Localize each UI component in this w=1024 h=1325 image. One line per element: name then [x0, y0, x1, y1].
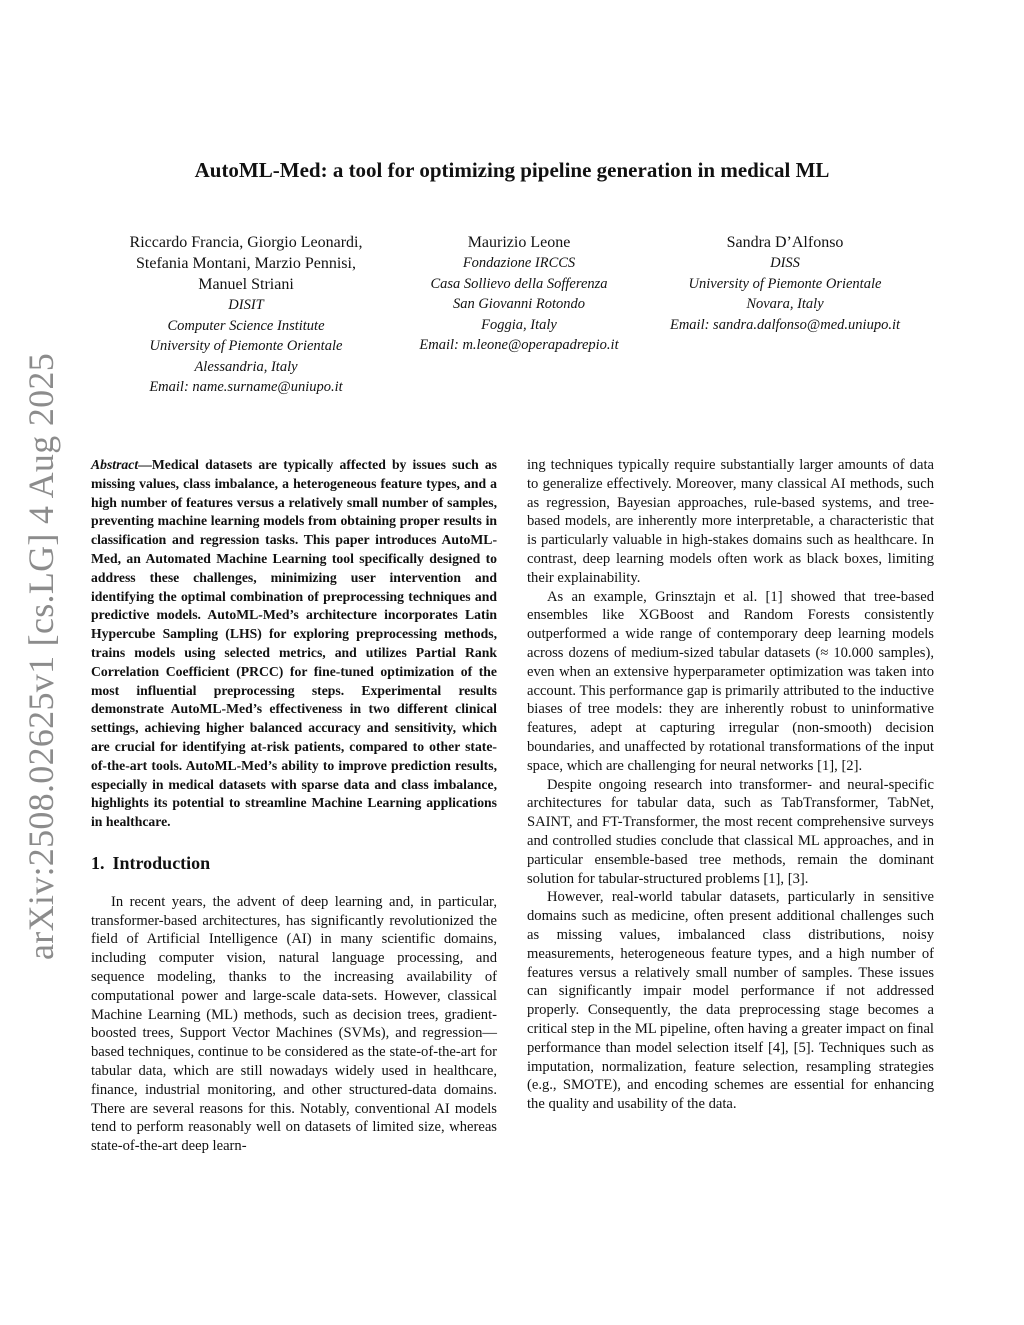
section-title: Introduction — [112, 852, 211, 873]
paper-title: AutoML-Med: a tool for optimizing pipeline generation in medical ML — [194, 158, 830, 182]
affiliation-line: Casa Sollievo della Sofferenza — [430, 275, 608, 292]
abstract — [91, 456, 497, 832]
affiliation-line: DISIT — [228, 297, 264, 313]
author-names: Riccardo Francia, Giorgio Leonardi, — [129, 234, 363, 251]
author-names: Manuel Striani — [198, 276, 294, 293]
affiliation-line: San Giovanni Rotondo — [452, 296, 586, 312]
affiliation-line: Computer Science Institute — [167, 317, 325, 334]
author-email: Email: m.leone@operapadrepio.it — [419, 337, 619, 353]
section-number: 1. — [91, 852, 105, 873]
author-block-1 — [90, 232, 402, 398]
body-paragraph: Despite ongoing research into transformer- and neural-specific architectures for tabular data, such as TabTransformer, TabNet, SAINT, and FT-Transformer, the most recent comprehensive surveys and controlled studies conclude that classical ML approaches, and in particular ensemble-based tree methods, remain the dominant solution for tabular-structured problems [1], [3]. — [527, 776, 934, 887]
abstract-label: Abstract — [91, 457, 139, 472]
arxiv-identifier: arXiv:2508.02625v1 [cs.LG] 4 Aug 2025 — [21, 352, 61, 960]
section-heading — [91, 854, 497, 873]
body-paragraph: However, real-world tabular datasets, particularly in sensitive domains such as medicine, often present additional challenges such as missing values, imbalanced class distributions, noisy measurements, heterogeneous feature types, and a high number of features versus a relatively small number of samples. These issues can significantly impair model performance if not addressed properly. Consequently, the data preprocessing stage becomes a critical step in the ML pipeline, often having a greater impact on final performance than model selection itself [4], [5]. Techniques such as imputation, normalization, feature selection, resampling strategies (e.g., SMOTE), and encoding schemes are essential for enhancing the quality and usability of the data. — [527, 889, 934, 1113]
abstract-text: —Medical datasets are typically affected by issues such as missing values, class imbalance, a heterogeneous feature types, and a high number of features versus a relatively small number of samples, preventing machine learning models from obtaining proper results in classification and regression tasks. This paper introduces AutoML-Med, an Automated Machine Learning tool specifically designed to address these challenges, minimizing user intervention and identifying the optimal combination of preprocessing techniques and predictive models. AutoML-Med’s architecture incorporates Latin Hypercube Sampling (LHS) for exploring preprocessing methods, trains models using selected metrics, and utilizes Partial Rank Correlation Coefficient (PRCC) for fine-tuned optimization of the most influential preprocessing steps. Experimental results demonstrate AutoML-Med’s effectiveness in two different clinical settings, achieving higher balanced accuracy and sensitivity, which are crucial for identifying at-risk patients, compared to other state-of-the-art tools. AutoML-Med’s ability to improve prediction results, especially in medical datasets with sparse data and class imbalance, highlights its potential to streamline Machine Learning applications in healthcare. — [91, 457, 497, 830]
intro-paragraph: In recent years, the advent of deep learning and, in particular, transformer-based architectures, has significantly revolutionized the field of Artificial Intelligence (AI) in many scientific domains, including computer vision, natural language processing, and sequence modeling, thanks to the increasing availability of computational power and large-scale data-sets. However, classical Machine Learning (ML) methods, such as decision trees, gradient-boosted trees, Support Vector Machines (SVMs), and regression—based techniques, continue to be considered as the state-of-the-art for tabular data, which are still nowadays widely used in healthcare, finance, industrial monitoring, and other structured-data domains. There are several reasons for this. Notably, conventional AI models tend to perform reasonably well on datasets of limited size, whereas state-of-the-art deep learn- — [91, 893, 497, 1155]
affiliation-line: Foggia, Italy — [481, 316, 557, 333]
body-paragraph: ing techniques typically require substantially larger amounts of data to generalize effectively. Moreover, many classical AI methods, such as regression, Bayesian approaches, rule-based systems, and tree-based models, are inherently more interpretable, a characteristic that is particularly valuable in high-stakes domains such as healthcare. In contrast, deep learning models often work as black boxes, limiting their explainability. — [527, 457, 934, 586]
author-block-3 — [640, 232, 930, 335]
author-email: Email: name.surname@uniupo.it — [149, 379, 343, 395]
affiliation-line: Novara, Italy — [746, 296, 824, 312]
right-column — [527, 456, 934, 1114]
affiliation-line: Fondazione IRCCS — [462, 255, 576, 271]
author-block-2 — [398, 232, 640, 356]
author-email: Email: sandra.dalfonso@med.uniupo.it — [669, 316, 901, 333]
body-paragraph: As an example, Grinsztajn et al. [1] showed that tree-based ensembles like XGBoost and Random Forests consistently outperformed a wide range of contemporary deep learning models across dozens of medium-sized tabular datasets (≈ 10.000 samples), even when an extensive hyperparameter optimization was taken into account. This performance gap is primarily attributed to the inductive biases of tree models: they are inherently robust to uninformative features, adept at capturing irregular (non-smooth) decision boundaries, and unaffected by rotational transformations of the input space, which are challenging for neural networks [1], [2]. — [527, 588, 934, 774]
author-names: Maurizio Leone — [467, 234, 571, 251]
author-names: Stefania Montani, Marzio Pennisi, — [136, 255, 356, 272]
left-column — [91, 456, 497, 1156]
affiliation-line: DISS — [770, 255, 800, 271]
author-names: Sandra D’Alfonso — [726, 234, 844, 251]
affiliation-line: Alessandria, Italy — [194, 358, 298, 375]
affiliation-line: University of Piemonte Orientale — [688, 275, 882, 292]
affiliation-line: University of Piemonte Orientale — [149, 338, 343, 354]
